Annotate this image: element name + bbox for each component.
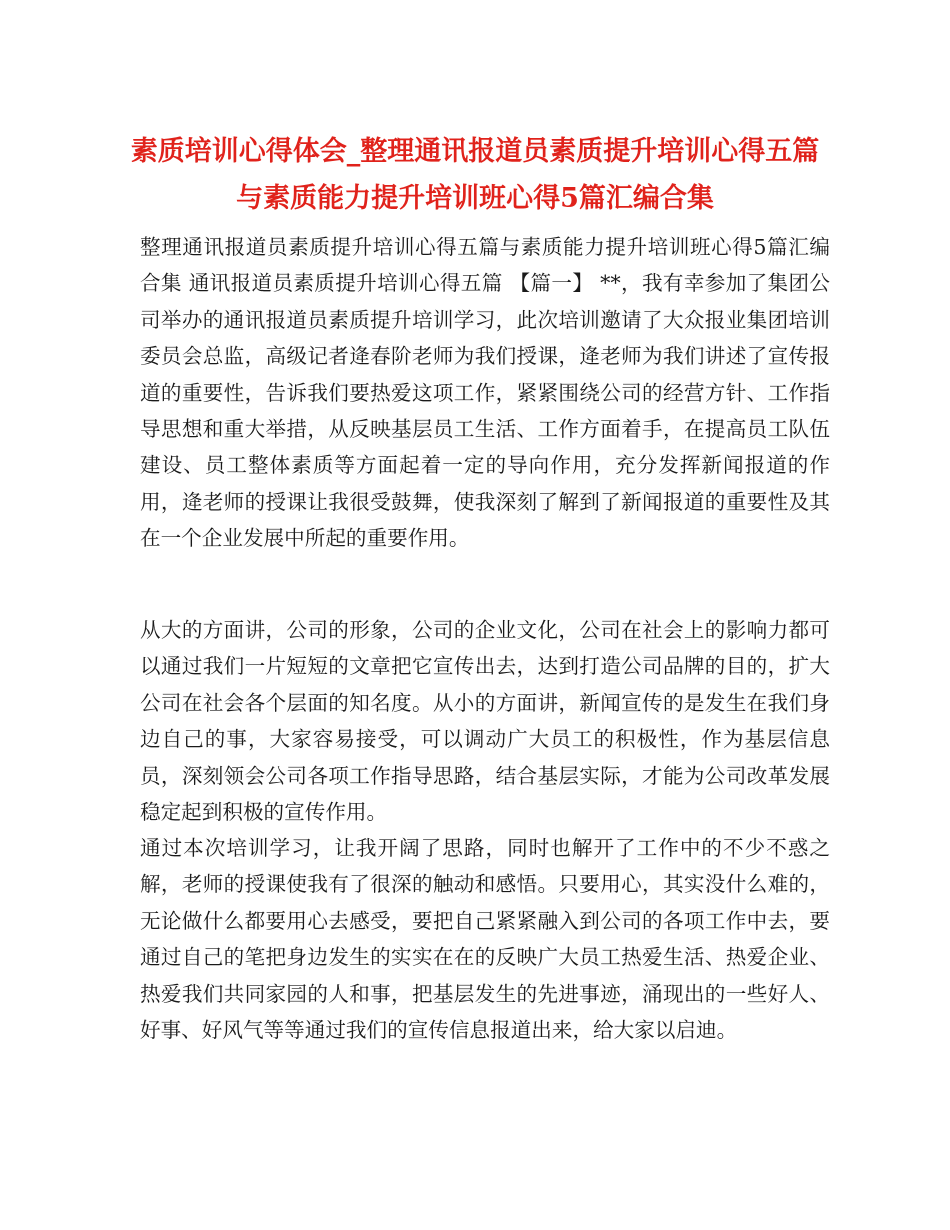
paragraph-1: 整理通讯报道员素质提升培训心得五篇与素质能力提升培训班心得5篇汇编合集 通讯报道员素质提升培训心得五篇 【篇一】 **，我有幸参加了集团公司举办的通讯报道员素质提升培训学习，此次培训邀请了大众报业集团培训委员会总监，高级记者逄春阶老师为我们授课，逄老师为我们讲述了宣传报道的重要性，告诉我们要热爱这项工作，紧紧围绕公司的经营方针、工作指导思想和重大举措，从反映基层员工生活、工作方面着手，在提高员工队伍建设、员工整体素质等方面起着一定的导向作用，充分发挥新闻报道的作用，逄老师的授课让我很受鼓舞，使我深刻了解到了新闻报道的重要性及其在一个企业发展中所起的重要作用。 xyxy=(140,235,830,551)
document-title: 素质培训心得体会_整理通讯报道员素质提升培训心得五篇与素质能力提升培训班心得5篇汇编合集 xyxy=(130,136,820,214)
paragraph-2: 从大的方面讲，公司的形象，公司的企业文化，公司在社会上的影响力都可以通过我们一片短短的文章把它宣传出去，达到打造公司品牌的目的，扩大公司在社会各个层面的知名度。从小的方面讲，新闻宣传的是发生在我们身边自己的事，大家容易接受，可以调动广大员工的积极性，作为基层信息员，深刻领会公司各项工作指导思路，结合基层实际，才能为公司改革发展稳定起到积极的宣传作用。 xyxy=(140,618,830,825)
paragraph-3: 通过本次培训学习，让我开阔了思路，同时也解开了工作中的不少不惑之解，老师的授课使我有了很深的触动和感悟。只要用心，其实没什么难的，无论做什么都要用心去感受，要把自己紧紧融入到公司的各项工作中去，要通过自己的笔把身边发生的实实在在的反映广大员工热爱生活、热爱企业、热爱我们共同家园的人和事，把基层发生的先进事迹，涌现出的一些好人、好事、好风气等等通过我们的宣传信息报道出来，给大家以启迪。 xyxy=(140,836,830,1043)
